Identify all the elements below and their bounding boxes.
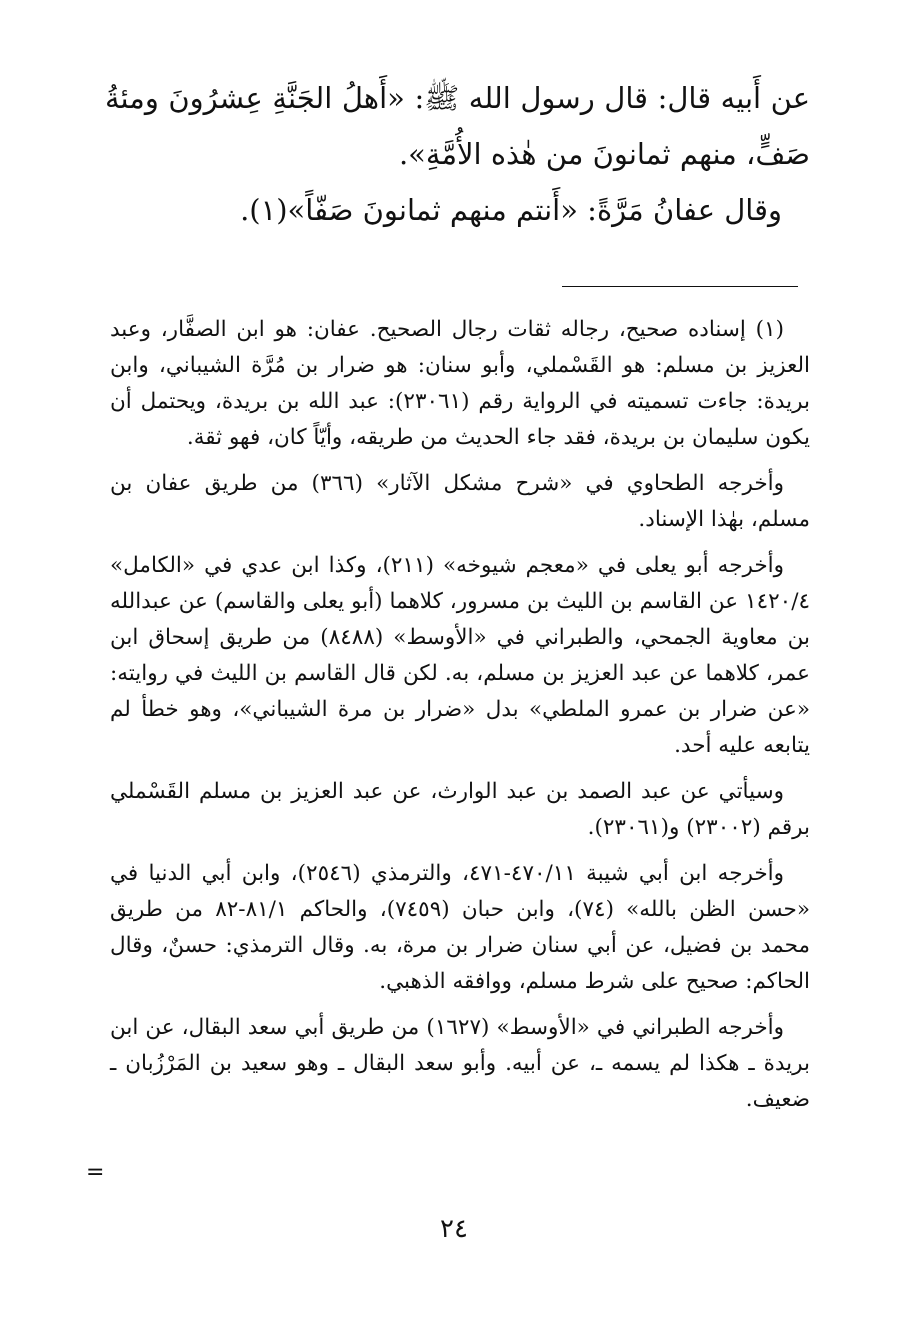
main-paragraph-hadith: عن أَبيه قال: قال رسول الله ﷺ: «أَهلُ الجَنَّةِ عِشرُونَ ومئةُ صَفٍّ، منهم ثمانونَ من هٰذه الأُمَّةِ». bbox=[105, 81, 810, 171]
page-number: ٢٤ bbox=[440, 1214, 468, 1244]
continuation-mark: = bbox=[86, 1160, 105, 1185]
main-text bbox=[105, 70, 810, 238]
footnote-abd-al-samad: وسيأتي عن عبد الصمد بن عبد الوارث، عن عبد العزيز بن مسلم القَسْملي برقم (٢٣٠٠٢) و(٢٣٠٦١). bbox=[110, 779, 810, 840]
footnote-ibn-abi-shayba: وأخرجه ابن أبي شيبة ٤٧٠/١١-٤٧١، والترمذي (٢٥٤٦)، وابن أبي الدنيا في «حسن الظن بالله» (٧٤)، وابن حبان (٧٤٥٩)، والحاكم ٨١/١-٨٢ من طريق محمد بن فضيل، عن أبي سنان ضرار بن مرة، به. وقال الترمذي: حسنٌ، وقال الحاكم: صحيح على شرط مسلم، ووافقه الذهبي. bbox=[110, 861, 810, 994]
footnote-tahawi: وأخرجه الطحاوي في «شرح مشكل الآثار» (٣٦٦) من طريق عفان بن مسلم، بهٰذا الإسناد. bbox=[110, 471, 810, 532]
footnote-isnad: (١) إسناده صحيح، رجاله ثقات رجال الصحيح. عفان: هو ابن الصفَّار، وعبد العزيز بن مسلم: هو القَسْملي، وأبو سنان: هو ضرار بن مُرَّة الشيباني، وابن بريدة: جاءت تسميته في الرواية رقم (٢٣٠٦١): عبد الله بن بريدة، ويحتمل أن يكون سليمان بن بريدة، فقد جاء الحديث من طريقه، وأيّاً كان، فهو ثقة. bbox=[110, 317, 810, 450]
footnote-divider bbox=[562, 286, 798, 287]
footnote-abu-yala: وأخرجه أبو يعلى في «معجم شيوخه» (٢١١)، وكذا ابن عدي في «الكامل» ١٤٢٠/٤ عن القاسم بن الليث بن مسرور، كلاهما (أبو يعلى والقاسم) عن عبدالله بن معاوية الجمحي، والطبراني في «الأوسط» (٨٤٨٨) من طريق إسحاق ابن عمر، كلاهما عن عبد العزيز بن مسلم، به. لكن قال القاسم بن الليث في روايته: «عن ضرار بن عمرو الملطي» بدل «ضرار بن مرة الشيباني»، وهو خطأ لم يتابعه عليه أحد. bbox=[110, 553, 810, 758]
footnotes bbox=[110, 312, 810, 1128]
footnote-tabarani: وأخرجه الطبراني في «الأوسط» (١٦٢٧) من طريق أبي سعد البقال، عن ابن بريدة ـ هكذا لم يسمه ـ، عن أبيه. وأبو سعد البقال ـ وهو سعيد بن المَرْزُبان ـ ضعيف. bbox=[110, 1015, 810, 1112]
main-paragraph-affan: وقال عفانُ مَرَّةً: «أَنتم منهم ثمانونَ صَفّاً»(١). bbox=[240, 193, 782, 227]
